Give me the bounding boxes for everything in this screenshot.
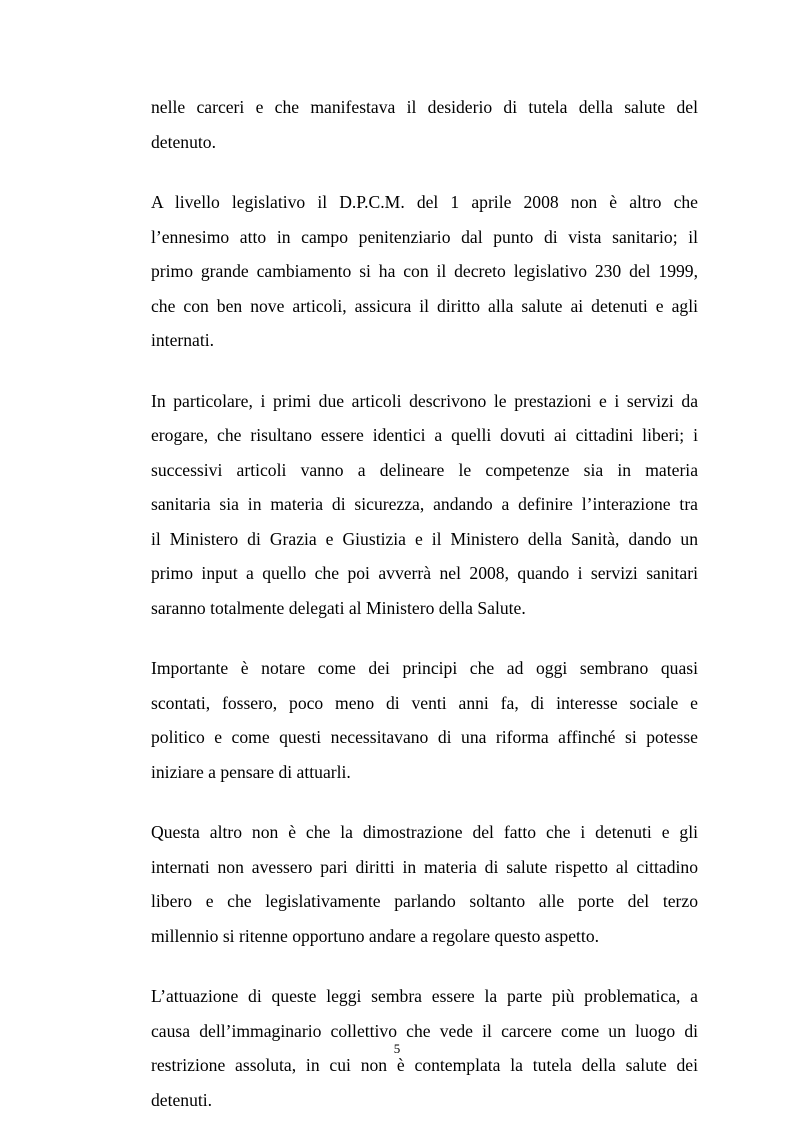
text-line: libero e che legislativamente parlando soltanto alle porte del terzo — [151, 891, 698, 911]
text-line: iniziare a pensare di attuarli. — [151, 761, 351, 782]
text-line: internati. — [151, 330, 215, 350]
text-line: primo grande cambiamento si ha con il decreto legislativo 230 del 1999, — [151, 261, 698, 281]
text-line: Importante è notare come dei principi che ad oggi sembrano quasi — [151, 658, 698, 678]
text-line: detenuti. — [151, 1089, 213, 1110]
text-line: detenuto. — [151, 131, 216, 152]
text-line: successivi articoli vanno a delineare le competenze sia in materia — [151, 459, 698, 480]
paragraph-1 — [151, 90, 698, 159]
text-line: sanitaria sia in materia di sicurezza, andando a definire l’interazione tra — [151, 494, 698, 514]
text-line: scontati, fossero, poco meno di venti anni fa, di interesse sociale e — [151, 692, 698, 713]
page-number: 5 — [393, 1041, 401, 1056]
text-line: politico e come questi necessitavano di una riforma affinché si potesse — [151, 727, 698, 747]
text-line: il Ministero di Grazia e Giustizia e il Ministero della Sanità, dando un — [151, 528, 698, 549]
text-line: saranno totalmente delegati al Ministero della Salute. — [151, 597, 526, 618]
body-text — [151, 90, 698, 1143]
text-line: erogare, che risultano essere identici a quelli dovuti ai cittadini liberi; i — [151, 425, 698, 445]
text-line: internati non avessero pari diritti in materia di salute rispetto al cittadino — [151, 856, 698, 877]
text-line: Questa altro non è che la dimostrazione del fatto che i detenuti e gli — [151, 822, 698, 842]
paragraph-3 — [151, 384, 698, 626]
text-line: A livello legislativo il D.P.C.M. del 1 aprile 2008 non è altro che — [151, 192, 698, 212]
paragraph-5 — [151, 815, 698, 953]
text-line: millennio si ritenne opportuno andare a regolare questo aspetto. — [151, 925, 600, 946]
text-line: restrizione assoluta, in cui non è contemplata la tutela della salute dei — [151, 1055, 698, 1075]
text-line: l’ennesimo atto in campo penitenziario dal punto di vista sanitario; il — [151, 226, 698, 247]
text-line: causa dell’immaginario collettivo che vede il carcere come un luogo di — [151, 1020, 698, 1041]
text-line: nelle carceri e che manifestava il desiderio di tutela della salute del — [151, 97, 698, 117]
paragraph-2 — [151, 185, 698, 358]
paragraph-4 — [151, 651, 698, 789]
text-line: L’attuazione di queste leggi sembra essere la parte più problematica, a — [151, 986, 698, 1006]
text-line: In particolare, i primi due articoli descrivono le prestazioni e i servizi da — [151, 390, 698, 411]
text-line: primo input a quello che poi avverrà nel 2008, quando i servizi sanitari — [151, 563, 698, 583]
text-line: che con ben nove articoli, assicura il diritto alla salute ai detenuti e agli — [151, 295, 698, 316]
